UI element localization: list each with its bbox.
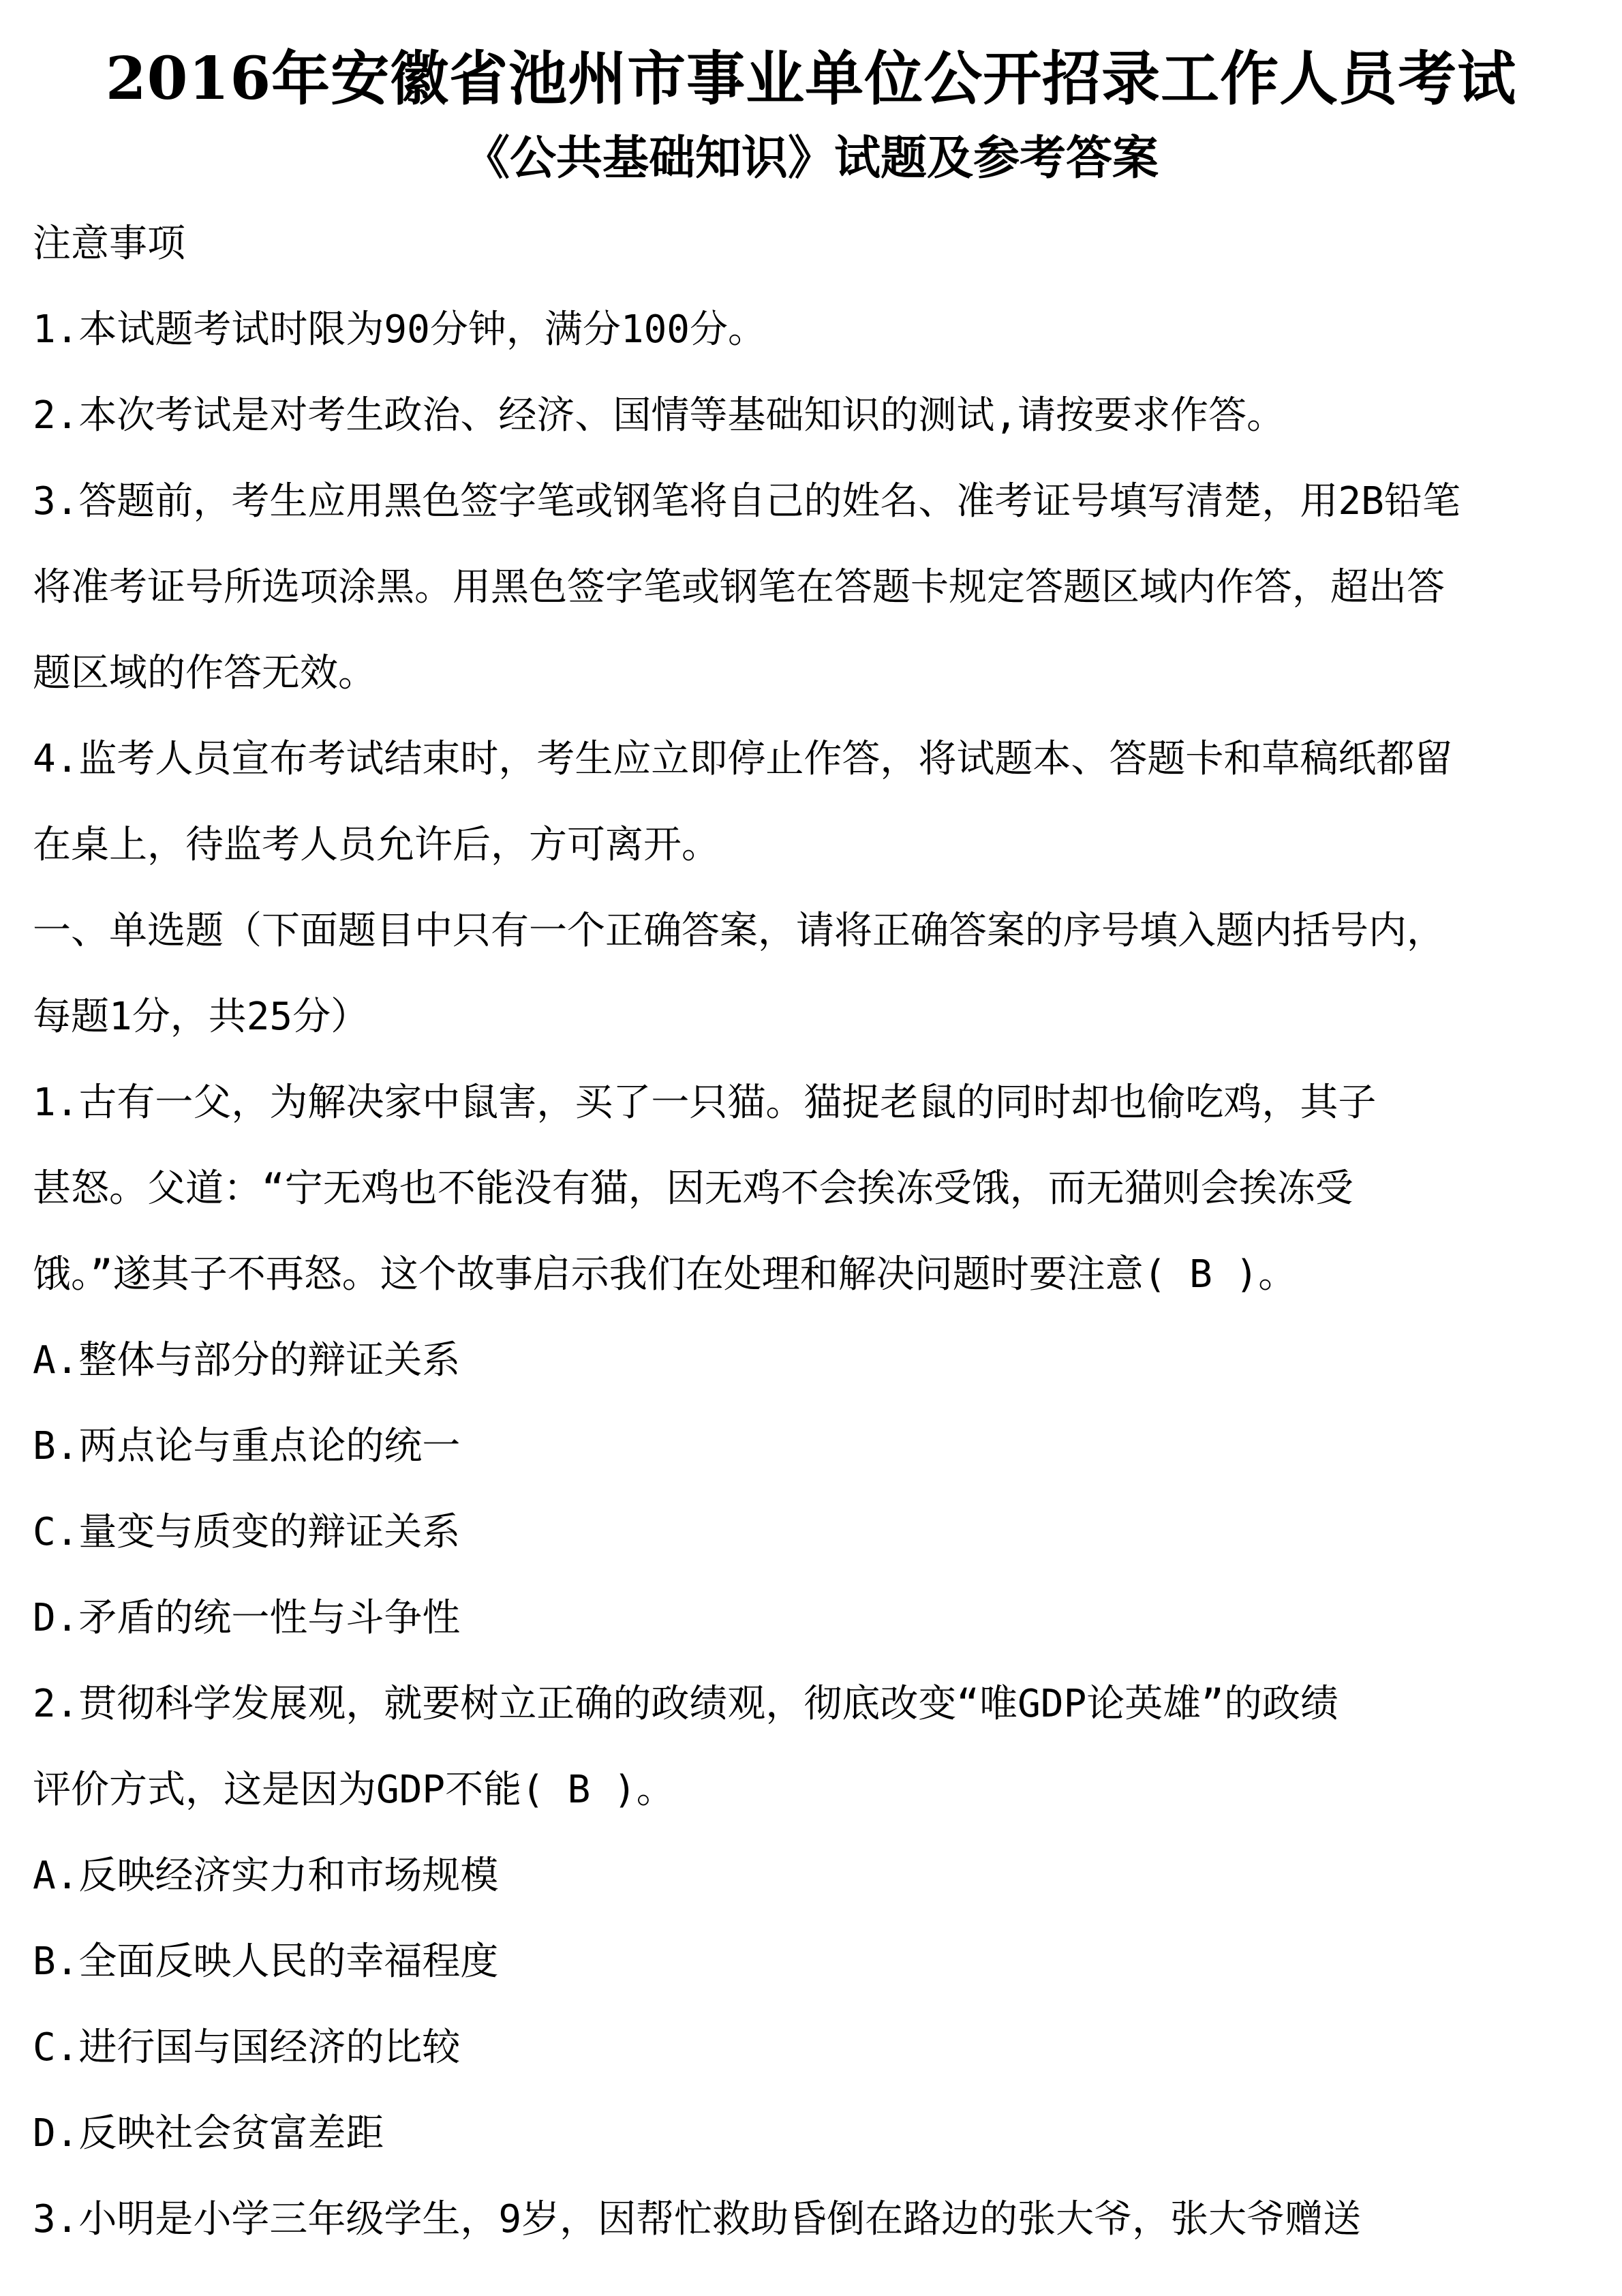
question-1-option-b: B.两点论与重点论的统一 <box>33 1424 461 1468</box>
question-1-cont: 甚怒。父道：“宁无鸡也不能没有猫，因无鸡不会挨冻受饿，而无猫则会挨冻受 <box>33 1166 1353 1211</box>
notice-item-4: 4.监考人员宣布考试结束时，考生应立即停止作答，将试题本、答题卡和草稿纸都留 <box>33 737 1453 781</box>
question-2: 2.贯彻科学发展观，就要树立正确的政绩观，彻底改变“唯GDP论英雄”的政绩 <box>33 1682 1339 1726</box>
question-2-option-c: C.进行国与国经济的比较 <box>33 2025 461 2070</box>
notice-item-3-cont: 将准考证号所选项涂黑。用黑色签字笔或钢笔在答题卡规定答题区域内作答，超出答 <box>33 565 1445 609</box>
notice-heading: 注意事项 <box>33 222 185 266</box>
section-heading-cont: 每题1分，共25分） <box>33 995 369 1039</box>
question-1-option-a: A.整体与部分的辩证关系 <box>33 1338 461 1383</box>
notice-item-3-cont: 题区域的作答无效。 <box>33 651 376 695</box>
section-heading: 一、单选题（下面题目中只有一个正确答案，请将正确答案的序号填入题内括号内， <box>33 909 1445 953</box>
question-1-option-c: C.量变与质变的辩证关系 <box>33 1510 461 1554</box>
notice-item-3: 3.答题前，考生应用黑色签字笔或钢笔将自己的姓名、准考证号填写清楚，用2B铅笔 <box>33 479 1460 524</box>
notice-item-2: 2.本次考试是对考生政治、经济、国情等基础知识的测试,请按要求作答。 <box>33 393 1285 438</box>
question-1-option-d: D.矛盾的统一性与斗争性 <box>33 1596 461 1640</box>
question-2-cont: 评价方式，这是因为GDP不能( B )。 <box>33 1768 675 1812</box>
exam-title: 2016年安徽省池州市事业单位公开招录工作人员考试 <box>105 44 1517 113</box>
question-3: 3.小明是小学三年级学生，9岁，因帮忙救助昏倒在路边的张大爷，张大爷赠送 <box>33 2197 1362 2241</box>
question-2-option-b: B.全面反映人民的幸福程度 <box>33 1939 499 1984</box>
question-1: 1.古有一父，为解决家中鼠害，买了一只猫。猫捉老鼠的同时却也偷吃鸡，其子 <box>33 1081 1377 1125</box>
question-2-option-a: A.反映经济实力和市场规模 <box>33 1854 499 1898</box>
exam-subtitle: 《公共基础知识》试题及参考答案 <box>463 131 1159 185</box>
question-2-option-d: D.反映社会贫富差距 <box>33 2111 384 2156</box>
question-1-cont: 饿。”遂其子不再怒。这个故事启示我们在处理和解决问题时要注意( B )。 <box>33 1252 1297 1297</box>
notice-item-1: 1.本试题考试时限为90分钟，满分100分。 <box>33 307 767 352</box>
notice-item-4-cont: 在桌上，待监考人员允许后，方可离开。 <box>33 823 720 867</box>
